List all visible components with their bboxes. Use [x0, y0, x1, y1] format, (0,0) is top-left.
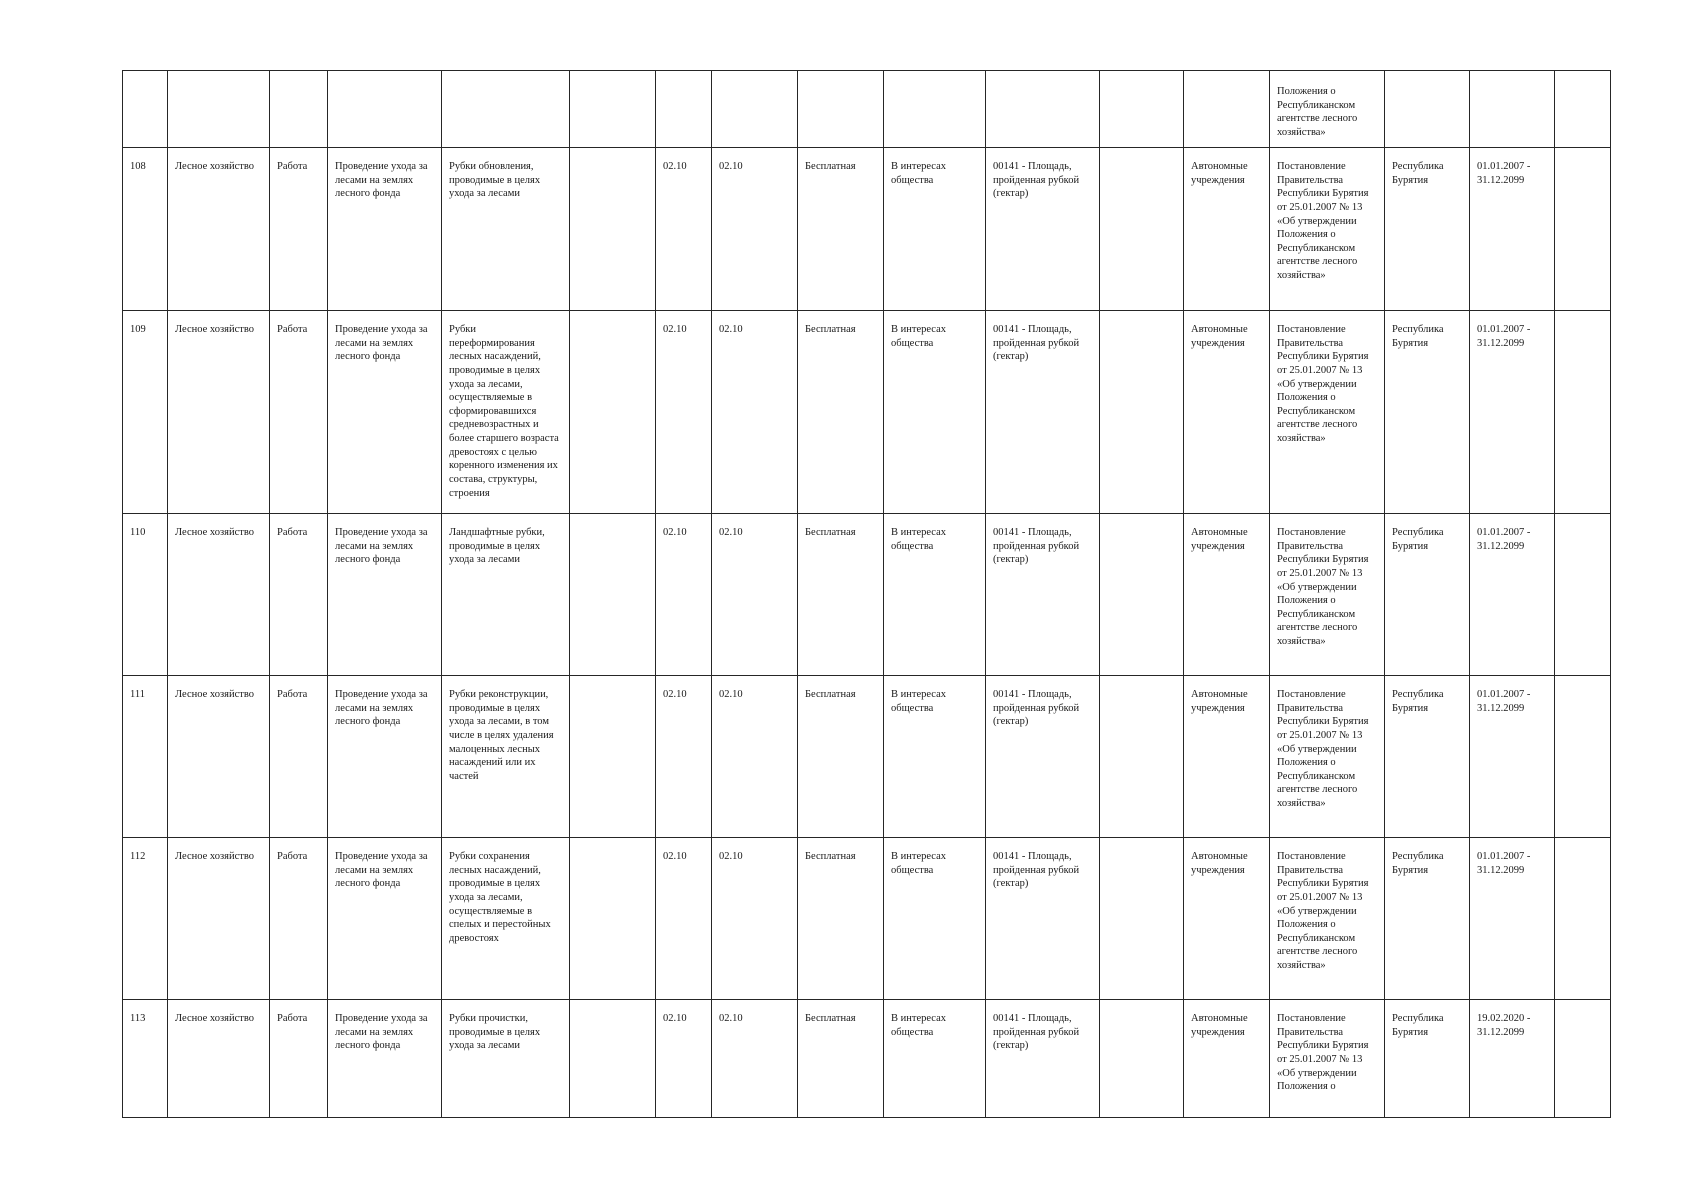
cell-blank: [1555, 148, 1611, 311]
cell-interests: В интересах общества: [884, 838, 986, 1000]
cell-payment: Бесплатная: [798, 838, 884, 1000]
cell-interests: В интересах общества: [884, 148, 986, 311]
cell-sphere: Лесное хозяйство: [168, 676, 270, 838]
cell-blank: [1555, 71, 1611, 148]
cell-blank: [1555, 676, 1611, 838]
table-row: [123, 1000, 1611, 1118]
cell-blank: [1555, 838, 1611, 1000]
cell-blank: [1100, 311, 1184, 514]
cell-sphere: Лесное хозяйство: [168, 838, 270, 1000]
cell-legal-basis: Постановление Правительства Республики Бурятия от 25.01.2007 № 13 «Об утверждении Положения о Республиканском агентстве лесного хозяйства»: [1270, 676, 1385, 838]
cell-name: [328, 71, 442, 148]
cell-region: Республика Бурятия: [1385, 1000, 1470, 1118]
cell-num: 113: [123, 1000, 168, 1118]
cell-code-b: 02.10: [712, 1000, 798, 1118]
cell-content: [442, 71, 570, 148]
cell-code-a: 02.10: [656, 148, 712, 311]
cell-name: Проведение ухода за лесами на землях лесного фонда: [328, 676, 442, 838]
cell-period: 19.02.2020 - 31.12.2099: [1470, 1000, 1555, 1118]
cell-payment: Бесплатная: [798, 311, 884, 514]
cell-sphere: [168, 71, 270, 148]
cell-blank: [570, 148, 656, 311]
services-registry-table: [122, 70, 1611, 1118]
table-row: [123, 514, 1611, 676]
cell-name: Проведение ухода за лесами на землях лесного фонда: [328, 311, 442, 514]
cell-institution: Автономные учреждения: [1184, 148, 1270, 311]
cell-blank: [1555, 1000, 1611, 1118]
cell-sphere: Лесное хозяйство: [168, 311, 270, 514]
cell-payment: Бесплатная: [798, 676, 884, 838]
cell-num: 108: [123, 148, 168, 311]
cell-interests: В интересах общества: [884, 676, 986, 838]
cell-institution: Автономные учреждения: [1184, 838, 1270, 1000]
cell-blank: [570, 311, 656, 514]
cell-period: 01.01.2007 - 31.12.2099: [1470, 311, 1555, 514]
cell-code-a: [656, 71, 712, 148]
cell-num: [123, 71, 168, 148]
cell-sphere: Лесное хозяйство: [168, 1000, 270, 1118]
cell-period: 01.01.2007 - 31.12.2099: [1470, 676, 1555, 838]
cell-kind: [270, 71, 328, 148]
cell-period: 01.01.2007 - 31.12.2099: [1470, 838, 1555, 1000]
cell-region: Республика Бурятия: [1385, 838, 1470, 1000]
table-row: [123, 148, 1611, 311]
cell-period: 01.01.2007 - 31.12.2099: [1470, 514, 1555, 676]
cell-num: 112: [123, 838, 168, 1000]
continuation-row: [123, 71, 1611, 148]
cell-indicator: 00141 - Площадь, пройденная рубкой (гектар): [986, 311, 1100, 514]
cell-code-b: 02.10: [712, 311, 798, 514]
cell-blank: [570, 71, 656, 148]
table-row: [123, 838, 1611, 1000]
cell-payment: Бесплатная: [798, 514, 884, 676]
cell-code-b: 02.10: [712, 676, 798, 838]
cell-legal-basis: Постановление Правительства Республики Бурятия от 25.01.2007 № 13 «Об утверждении Положения о Республиканском агентстве лесного хозяйства»: [1270, 514, 1385, 676]
cell-code-a: 02.10: [656, 514, 712, 676]
cell-institution: Автономные учреждения: [1184, 676, 1270, 838]
cell-blank: [570, 514, 656, 676]
cell-region: Республика Бурятия: [1385, 311, 1470, 514]
cell-num: 109: [123, 311, 168, 514]
cell-legal-basis: Постановление Правительства Республики Бурятия от 25.01.2007 № 13 «Об утверждении Положения о Республиканском агентстве лесного хозяйства»: [1270, 148, 1385, 311]
cell-content: Рубки прочистки, проводимые в целях ухода за лесами: [442, 1000, 570, 1118]
cell-kind: Работа: [270, 676, 328, 838]
cell-blank: [570, 676, 656, 838]
cell-indicator: 00141 - Площадь, пройденная рубкой (гектар): [986, 514, 1100, 676]
cell-num: 111: [123, 676, 168, 838]
cell-content: Рубки реконструкции, проводимые в целях ухода за лесами, в том числе в целях удаления малоценных лесных насаждений или их частей: [442, 676, 570, 838]
cell-blank: [1100, 71, 1184, 148]
cell-kind: Работа: [270, 514, 328, 676]
cell-legal-basis: Положения о Республиканском агентстве лесного хозяйства»: [1270, 71, 1385, 148]
cell-blank: [570, 838, 656, 1000]
cell-name: Проведение ухода за лесами на землях лесного фонда: [328, 148, 442, 311]
cell-name: Проведение ухода за лесами на землях лесного фонда: [328, 514, 442, 676]
table-row: [123, 676, 1611, 838]
cell-code-b: 02.10: [712, 148, 798, 311]
cell-code-b: [712, 71, 798, 148]
cell-legal-basis: Постановление Правительства Республики Бурятия от 25.01.2007 № 13 «Об утверждении Положения о Республиканском агентстве лесного хозяйства»: [1270, 838, 1385, 1000]
cell-legal-basis: Постановление Правительства Республики Бурятия от 25.01.2007 № 13 «Об утверждении Положения о: [1270, 1000, 1385, 1118]
cell-region: Республика Бурятия: [1385, 514, 1470, 676]
cell-institution: Автономные учреждения: [1184, 514, 1270, 676]
cell-name: Проведение ухода за лесами на землях лесного фонда: [328, 838, 442, 1000]
cell-payment: Бесплатная: [798, 1000, 884, 1118]
cell-content: Рубки обновления, проводимые в целях ухода за лесами: [442, 148, 570, 311]
cell-sphere: Лесное хозяйство: [168, 514, 270, 676]
cell-kind: Работа: [270, 1000, 328, 1118]
cell-indicator: 00141 - Площадь, пройденная рубкой (гектар): [986, 838, 1100, 1000]
cell-sphere: Лесное хозяйство: [168, 148, 270, 311]
cell-indicator: 00141 - Площадь, пройденная рубкой (гектар): [986, 148, 1100, 311]
table-row: [123, 311, 1611, 514]
cell-region: Республика Бурятия: [1385, 148, 1470, 311]
cell-num: 110: [123, 514, 168, 676]
cell-blank: [1100, 676, 1184, 838]
cell-blank: [1100, 514, 1184, 676]
cell-legal-basis: Постановление Правительства Республики Бурятия от 25.01.2007 № 13 «Об утверждении Положения о Республиканском агентстве лесного хозяйства»: [1270, 311, 1385, 514]
cell-kind: Работа: [270, 311, 328, 514]
cell-payment: [798, 71, 884, 148]
cell-interests: В интересах общества: [884, 311, 986, 514]
cell-payment: Бесплатная: [798, 148, 884, 311]
cell-blank: [1555, 514, 1611, 676]
cell-kind: Работа: [270, 148, 328, 311]
cell-content: Ландшафтные рубки, проводимые в целях ухода за лесами: [442, 514, 570, 676]
cell-code-a: 02.10: [656, 838, 712, 1000]
cell-interests: В интересах общества: [884, 514, 986, 676]
cell-code-b: 02.10: [712, 514, 798, 676]
cell-indicator: 00141 - Площадь, пройденная рубкой (гектар): [986, 676, 1100, 838]
cell-blank: [1555, 311, 1611, 514]
cell-code-a: 02.10: [656, 311, 712, 514]
cell-interests: [884, 71, 986, 148]
cell-content: Рубки сохранения лесных насаждений, проводимые в целях ухода за лесами, осуществляемые в спелых и перестойных древостоях: [442, 838, 570, 1000]
cell-period: 01.01.2007 - 31.12.2099: [1470, 148, 1555, 311]
cell-code-a: 02.10: [656, 676, 712, 838]
cell-blank: [1100, 838, 1184, 1000]
cell-period: [1470, 71, 1555, 148]
cell-blank: [1100, 148, 1184, 311]
cell-code-b: 02.10: [712, 838, 798, 1000]
cell-region: Республика Бурятия: [1385, 676, 1470, 838]
cell-indicator: [986, 71, 1100, 148]
cell-content: Рубки переформирования лесных насаждений, проводимые в целях ухода за лесами, осуществляемые в сформировавшихся средневозрастных и более старшего возраста древостоях с целью коренного изменения их состава, структуры, строения: [442, 311, 570, 514]
cell-code-a: 02.10: [656, 1000, 712, 1118]
cell-interests: В интересах общества: [884, 1000, 986, 1118]
cell-indicator: 00141 - Площадь, пройденная рубкой (гектар): [986, 1000, 1100, 1118]
cell-institution: [1184, 71, 1270, 148]
cell-region: [1385, 71, 1470, 148]
cell-kind: Работа: [270, 838, 328, 1000]
cell-institution: Автономные учреждения: [1184, 1000, 1270, 1118]
cell-blank: [570, 1000, 656, 1118]
cell-blank: [1100, 1000, 1184, 1118]
cell-name: Проведение ухода за лесами на землях лесного фонда: [328, 1000, 442, 1118]
cell-institution: Автономные учреждения: [1184, 311, 1270, 514]
